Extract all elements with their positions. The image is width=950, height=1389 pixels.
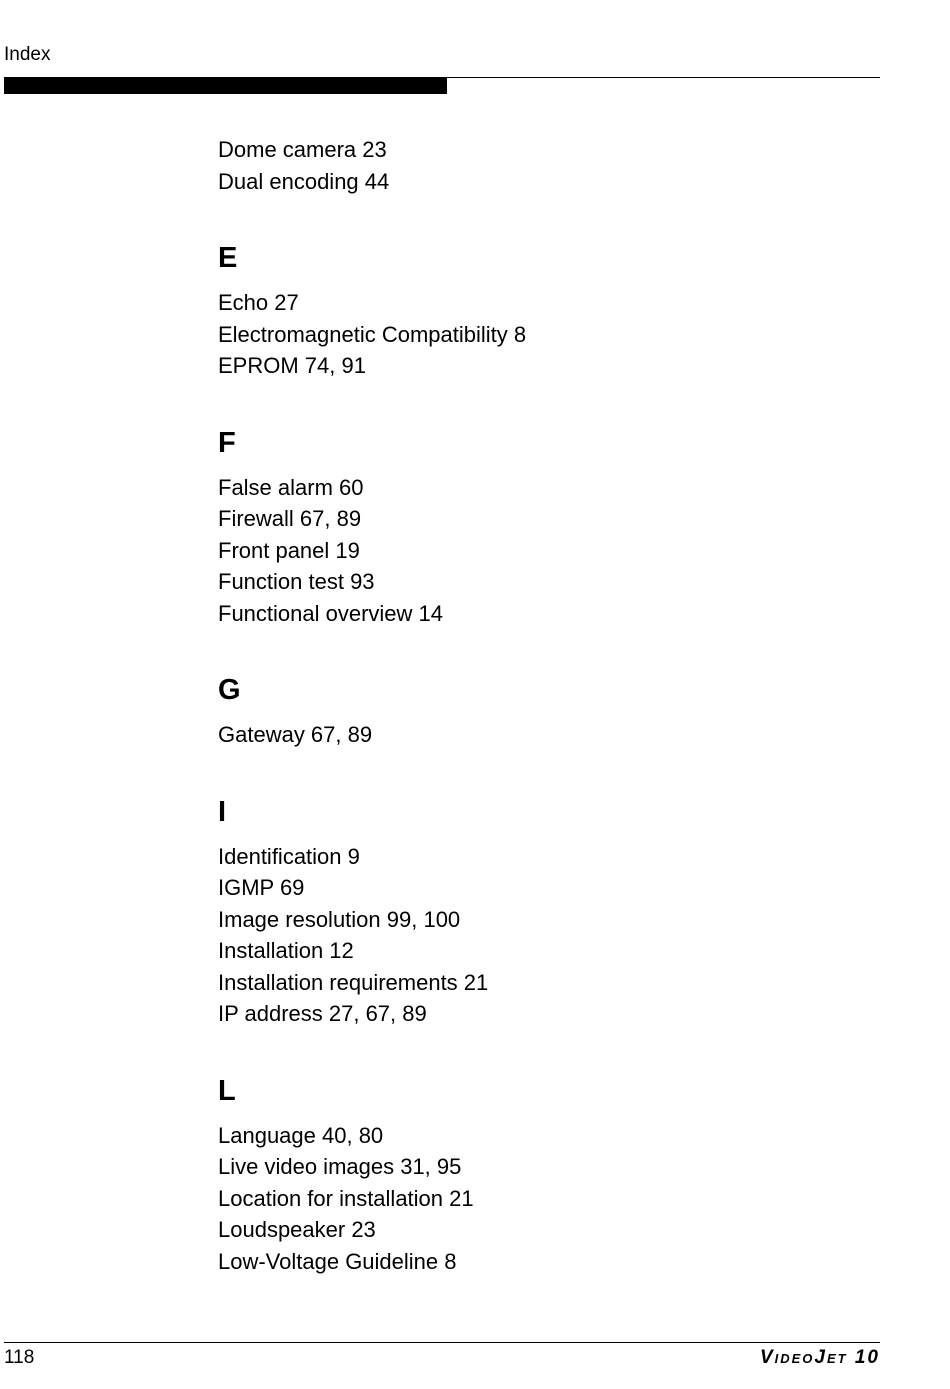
index-entry: Functional overview 14 — [218, 600, 444, 626]
footer-rule — [4, 1342, 880, 1343]
index-group-l — [218, 1074, 818, 1278]
index-entry: Language 40, 80 — [218, 1122, 384, 1148]
section-title: Index — [4, 44, 51, 65]
index-entry: Low-Voltage Guideline 8 — [218, 1248, 457, 1274]
index-entry: Function test 93 — [218, 569, 375, 594]
index-entry: Front panel 19 — [218, 537, 360, 563]
page-number: 118 — [4, 1347, 35, 1368]
index-entry: Installation 12 — [218, 938, 354, 963]
index-group-i — [218, 795, 818, 1030]
index-group-e — [218, 241, 818, 382]
index-entry: IP address 27, 67, 89 — [218, 1001, 427, 1026]
index-entry: Location for installation 21 — [218, 1185, 474, 1211]
index-entry: Dome camera 23 — [218, 137, 387, 162]
index-entry: EPROM 74, 91 — [218, 353, 366, 378]
index-letter-heading: E — [218, 242, 238, 274]
index-entry: Image resolution 99, 100 — [218, 906, 461, 932]
index-entry: Loudspeaker 23 — [218, 1217, 376, 1242]
index-entry: Dual encoding 44 — [218, 168, 390, 194]
index-letter-heading: G — [218, 674, 241, 706]
index-entry: Live video images 31, 95 — [218, 1154, 462, 1179]
index-entry: False alarm 60 — [218, 474, 364, 500]
index-letter-heading: L — [218, 1074, 236, 1107]
header-bar — [4, 78, 447, 94]
index-entry: Identification 9 — [218, 843, 360, 869]
index-letter-heading: F — [218, 426, 236, 459]
index-letter-heading: I — [218, 795, 227, 828]
index-entry: Electromagnetic Compatibility 8 — [218, 321, 527, 347]
index-group-f — [218, 426, 818, 630]
index-entry: Firewall 67, 89 — [218, 506, 362, 531]
index-entry: Installation requirements 21 — [218, 969, 489, 995]
product-name: VideoJet 10 — [759, 1347, 880, 1368]
index-entry: IGMP 69 — [218, 875, 305, 900]
index-group-g — [218, 673, 818, 751]
index-entry: Echo 27 — [218, 290, 299, 315]
index-group-d — [218, 134, 818, 197]
index-entry: Gateway 67, 89 — [218, 722, 373, 747]
index-list — [218, 134, 818, 1277]
